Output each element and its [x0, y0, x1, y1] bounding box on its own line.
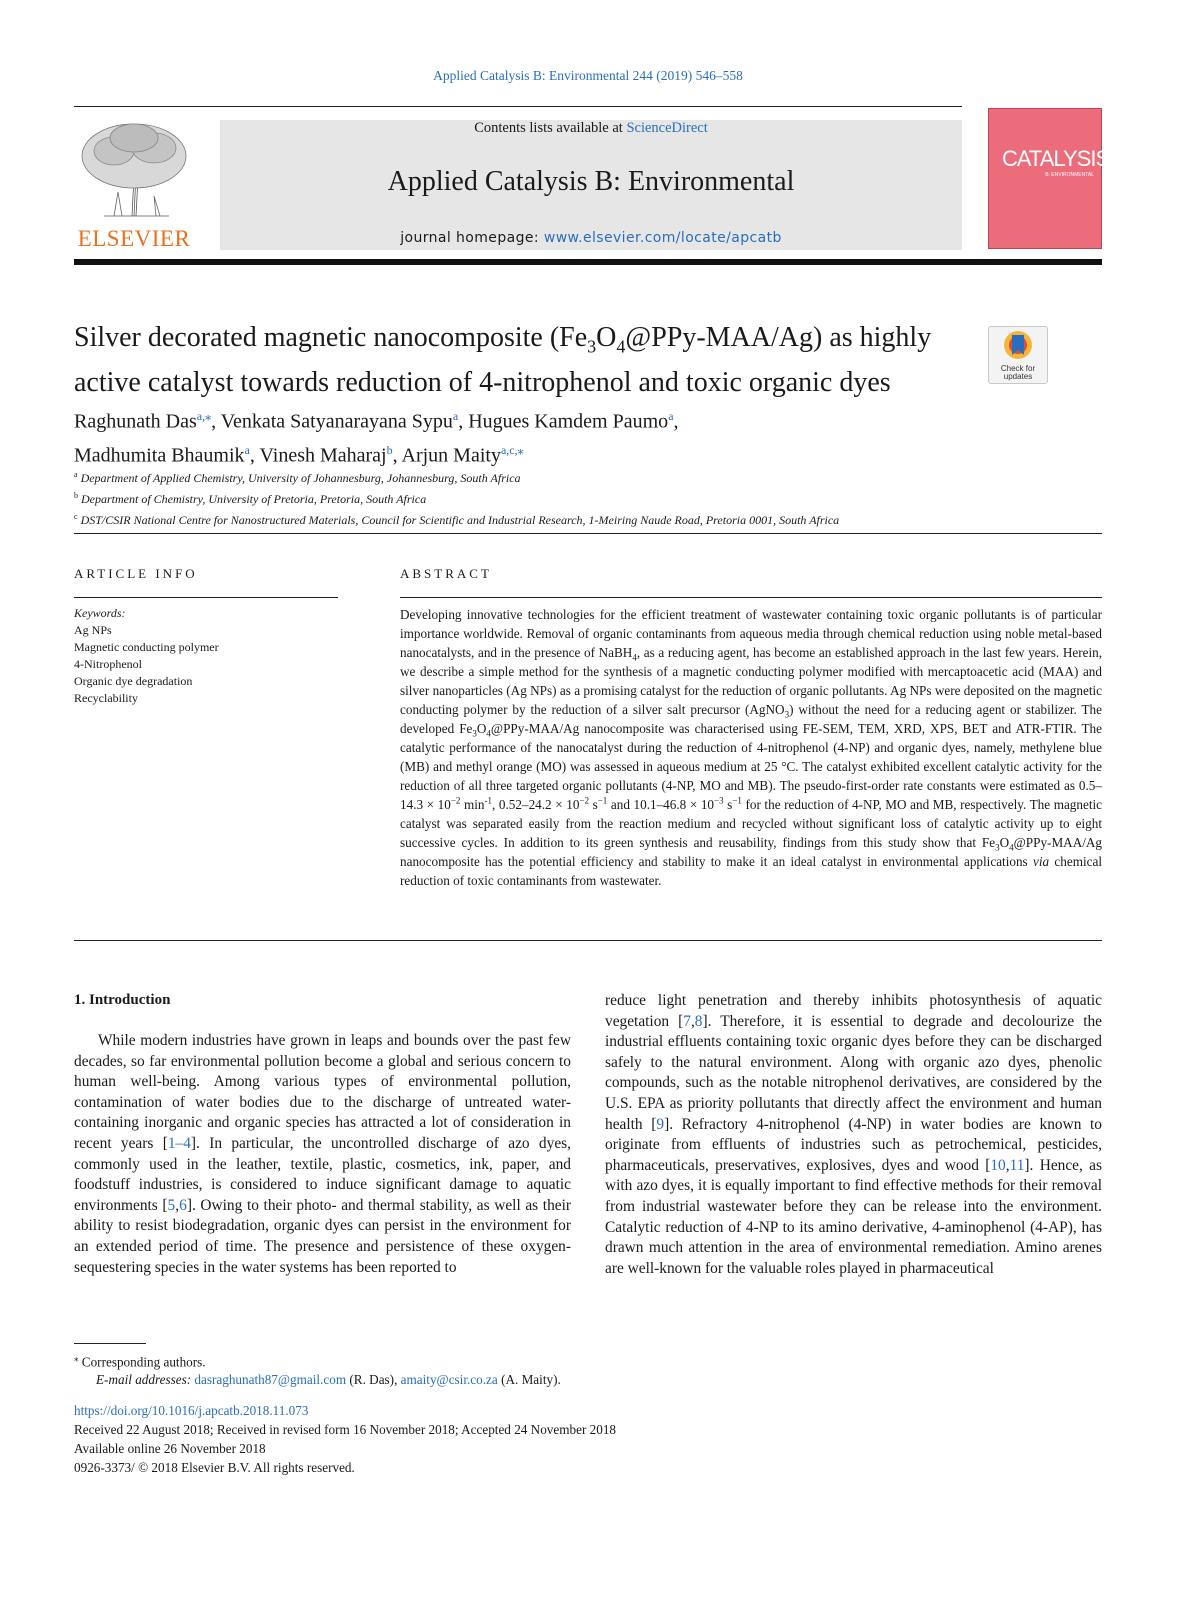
author-name[interactable]: Arjun Maity [401, 444, 501, 467]
email-owner: (R. Das), [346, 1372, 401, 1388]
keyword-item: Ag NPs [74, 623, 112, 637]
body-column-left: While modern industries have grown in leaps and bounds over the past few decades, so far environmental pollution become a global and serious concern to human well-being. Among various types of environmental pollution, contamination of water bodies due to the discharge of untreated water-containing inorganic and organic species has attracted a lot of consideration in recent years [1–4]. In particular, the uncontrolled discharge of azo dyes, commonly used in the leather, textile, plastic, cosmetics, ink, paper, and foodstuff industries, is considered to induce significant damage to aquatic environments [5,6]. Owing to their photo- and thermal stability, as well as their ability to resist biodegradation, organic dyes can persist in the environment for an extended period of time. The presence and persistence of these oxygen-sequestering species in the water systems has been reported to [74, 1032, 572, 1276]
journal-cover[interactable] [988, 108, 1110, 249]
cover-subtitle: B: ENVIRONMENTAL [1045, 172, 1094, 178]
footnote-mark: ⁎ [74, 1353, 79, 1363]
affiliation-text: Department of Applied Chemistry, University of Johannesburg, Johannesburg, South Africa [80, 471, 521, 485]
title-subscript: 4 [616, 336, 626, 357]
author-name[interactable]: Raghunath Das [74, 410, 197, 433]
author-list: Raghunath Das$^{a,⁎}$, Venkata Satyanarayana Sypu$^a$, Hugues Kamdem Paumo$^a$, Madhumita Bhaumik$^a$, Vinesh Maharaj$^b$, Arjun Maity$^{a,c,⁎}$ [74, 409, 679, 467]
author-affiliation-mark[interactable]: b [386, 442, 393, 457]
section-heading-introduction: 1. Introduction [74, 992, 171, 1008]
citation-link[interactable]: 7 [683, 1012, 691, 1030]
footnote-rule [74, 1343, 146, 1344]
author-affiliation-mark[interactable]: a,c,⁎ [500, 442, 524, 457]
email-owner: (A. Maity). [497, 1372, 561, 1388]
citation-link[interactable]: 8 [694, 1012, 703, 1030]
keyword-item: 4-Nitrophenol [74, 657, 142, 671]
received-dates: Received 22 August 2018; Received in revised form 16 November 2018; Accepted 24 November 2018 [74, 1422, 617, 1437]
author-affiliation-mark[interactable]: a [452, 409, 459, 423]
email-label: E-mail addresses: [96, 1372, 192, 1388]
tree-icon [74, 116, 194, 224]
author-name[interactable]: Vinesh Maharaj [259, 444, 387, 467]
available-online: Available online 26 November 2018 [74, 1441, 266, 1456]
abstract-heading: ABSTRACT [400, 566, 492, 581]
title-text: Silver decorated magnetic nanocomposite (Fe [74, 322, 588, 353]
citation-link[interactable]: 5 [167, 1196, 176, 1214]
affiliation-mark: a [74, 470, 78, 479]
abstract-rule [400, 597, 1102, 598]
title-subscript: 3 [587, 336, 597, 357]
journal-reference-link[interactable]: Applied Catalysis B: Environmental 244 (2019) 546–558 [433, 68, 743, 83]
body-column-right: reduce light penetration and thereby inhibits photosynthesis of aquatic vegetation [7,8]. Therefore, it is essential to degrade and decolourize the industrial effluents containing toxic organic dyes before they can be discharged safely to the natural environment. Along with organic azo dyes, phenolic compounds, such as the notable nitrophenol derivatives, are considered by the U.S. EPA as priority pollutants that directly affect the environment and human health [9]. Refractory 4-nitrophenol (4-NP) in water bodies are known to originate from effluents of industries such as petrochemical, pesticides, pharmaceuticals, preservatives, explosives, dyes and wood [10,11]. Hence, as with azo dyes, it is equally important to find effective methods for their removal from industrial wastewater before they can be release into the environment. Catalytic reduction of 4-NP to its amino derivative, 4-aminophenol (4-AP), has drawn much attention in the area of environmental remediation. Amino arenes are well-known for the valuable roles played in pharmaceutical [605, 992, 1102, 1277]
abstract-text: Developing innovative technologies for the efficient treatment of wastewater containing toxic organic pollutants is of particular importance worldwide. Removal of organic contaminants from aqueous media through chemical reduction using noble metal-based nanocatalysts, and in the presence of NaBH$_4$, as a reducing agent, has become an established approach in the last few years. Herein, we describe a simple method for the synthesis of a magnetic conducting polymer modified with mercaptoacetic acid (MAA) and silver nanoparticles (Ag NPs) as a promising catalyst for the reduction of organic pollutants. Ag NPs were deposited on the magnetic conducting polymer by the reduction of a silver salt precursor (AgNO$_3$) without the need for a reducing agent or stabilizer. The developed $Fe_3O_4@PPy-MAA/Ag$ nanocomposite was characterised using FE-SEM, TEM, XRD, XPS, BET and ATR-FTIR. The catalytic performance of the nanocatalyst during the reduction of 4-nitrophenol (4-NP) and organic dyes, namely, methylene blue (MB) and methyl orange (MO) was assessed in aqueous medium at 25 °C. The catalyst exhibited excellent catalytic activity for the reduction of all three targeted organic pollutants (4-NP, MO and MB). The pseudo-first-order rate constants were estimated as $0.5-14.3 \times 10^{-2}$ $\min^{-1}$, $0.52-24.2 \times 10^{-2}$ $s^{-1}$ and $10.1-46.8 \times 10^{-3}$ $s^{-1}$ for the reduction of 4-NP, MO and MB, respectively. The magnetic catalyst was separated easily from the reaction medium and recycled without significant loss of catalytic activity up to eight successive cycles. In addition to its green synthesis and reusability, findings from this study show that $Fe_3O_4@PPy-MAA/Ag$ nanocomposite has the potential efficiency and stability to make it an ideal catalyst in environmental applications via chemical reduction of toxic contaminants from wastewater. [400, 607, 1103, 888]
homepage-link[interactable]: www.elsevier.com/locate/apcatb [543, 230, 782, 246]
contents-prefix: Contents lists available at [474, 120, 627, 136]
citation-link[interactable]: 6 [179, 1196, 187, 1214]
article-title [74, 320, 974, 400]
publisher-name: ELSEVIER [77, 226, 191, 251]
keyword-item: Organic dye degradation [74, 674, 193, 688]
footnote-text: Corresponding authors. [81, 1354, 206, 1370]
email-link[interactable]: amaity@csir.co.za [400, 1372, 498, 1388]
affiliation-list [74, 466, 1102, 529]
author-affiliation-mark[interactable]: a,⁎ [196, 409, 212, 423]
article-history [74, 1401, 974, 1477]
homepage-line [220, 230, 962, 246]
author-affiliation-mark[interactable]: a [244, 442, 250, 457]
title-text: O [596, 322, 617, 353]
affiliation-mark: c [74, 512, 78, 521]
affiliation-text: Department of Chemistry, University of Pretoria, Pretoria, South Africa [81, 492, 427, 506]
keywords-block [74, 605, 344, 707]
title-text: @PPy-MAA/Ag) as highly active catalyst towards reduction of 4-nitrophenol and toxic organic dyes [74, 322, 932, 398]
header-rule [74, 106, 962, 107]
abstract-bottom-rule [74, 940, 1102, 941]
affiliation-text: DST/CSIR National Centre for Nanostructured Materials, Council for Scientific and Industrial Research, 1-Meiring Naude Road, Pretoria 0001, South Africa [80, 513, 840, 527]
copyright: 0926-3373/ © 2018 Elsevier B.V. All rights reserved. [74, 1460, 355, 1475]
section-rule [74, 533, 1102, 534]
author-name[interactable]: Venkata Satyanarayana Sypu [220, 410, 453, 433]
citation-link[interactable]: 11 [1009, 1156, 1025, 1174]
keyword-item: Recyclability [74, 691, 138, 705]
affiliation [74, 508, 1102, 529]
affiliation [74, 466, 1102, 487]
keywords-rule [74, 597, 338, 598]
citation-link[interactable]: 1–4 [167, 1134, 191, 1152]
check-for-updates-button[interactable] [988, 326, 1048, 384]
contents-line [220, 120, 962, 137]
elsevier-logo [74, 116, 194, 252]
author-name[interactable]: Hugues Kamdem Paumo [468, 410, 669, 433]
cover-title: CATALYSIS [1002, 146, 1110, 171]
journal-header-box [220, 120, 962, 250]
homepage-prefix: journal homepage: [400, 230, 544, 246]
bookmark-icon [989, 327, 1047, 363]
journal-title: Applied Catalysis B: Environmental [387, 166, 795, 197]
affiliation [74, 487, 1102, 508]
sciencedirect-link[interactable]: ScienceDirect [626, 120, 708, 136]
article-info-heading: ARTICLE INFO [74, 566, 198, 581]
keywords-label: Keywords: [74, 606, 126, 620]
keyword-item: Magnetic conducting polymer [74, 640, 219, 654]
author-name[interactable]: Madhumita Bhaumik [74, 444, 245, 467]
header-thick-rule [74, 259, 1102, 265]
citation-link[interactable]: 9 [656, 1115, 665, 1133]
citation-link[interactable]: 10 [990, 1156, 1006, 1174]
email-link[interactable]: dasraghunath87@gmail.com [194, 1372, 347, 1388]
check-updates-label: Check for updates [1000, 364, 1036, 381]
corresponding-author-footnote [74, 1349, 974, 1389]
affiliation-mark: b [74, 491, 78, 500]
doi-link[interactable]: https://doi.org/10.1016/j.apcatb.2018.11.073 [74, 1403, 309, 1418]
author-affiliation-mark[interactable]: a [668, 409, 674, 423]
